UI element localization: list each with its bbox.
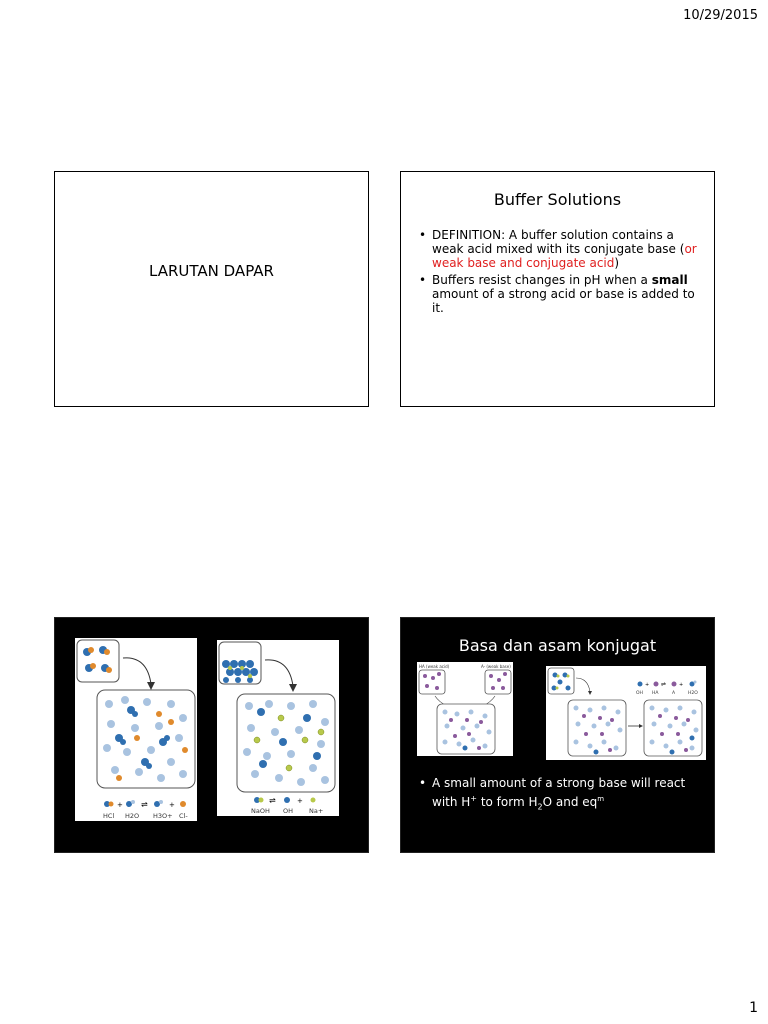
svg-text:+: + [645, 682, 650, 688]
label-weak-base: A- (weak base) [481, 664, 511, 669]
label-oh: OH [283, 807, 294, 815]
slide-title: Buffer Solutions [493, 190, 622, 209]
bullet-text-end: ) [614, 256, 620, 270]
page-number: 1 [749, 1000, 758, 1016]
label-oh: OH [636, 691, 643, 696]
bullet-resist [419, 273, 700, 315]
weak-acid-base-figure [417, 662, 513, 756]
hcl-diagram [75, 638, 197, 821]
highlight-text: or weak base and conjugate acid [432, 242, 697, 270]
label-hcl: HCl [103, 812, 115, 820]
bold-text: small [651, 273, 688, 287]
hcl-water-figure [75, 638, 197, 821]
weak-acid-base-diagram [417, 662, 513, 756]
slide-title: LARUTAN DAPAR [149, 262, 274, 280]
naoh-water-figure [217, 640, 339, 816]
slide-basa-asam-konjugat [400, 617, 715, 853]
slide-buffer-solutions [400, 171, 715, 407]
svg-text:⇌: ⇌ [141, 800, 148, 809]
page-date: 10/29/2015 [683, 8, 758, 23]
label-na: Na+ [309, 807, 324, 815]
bullet-text-end: amount of a strong acid or base is added to it. [432, 287, 695, 315]
svg-text:+: + [169, 801, 175, 809]
base-reaction-figure [546, 666, 706, 760]
slide-title: Basa dan asam konjugat [458, 636, 657, 655]
label-h3o: H3O+ [153, 812, 173, 820]
label-a: A [672, 691, 676, 696]
bullet-text-mid: to form H [477, 795, 538, 809]
naoh-diagram [217, 640, 339, 816]
label-h2o: H2O [125, 812, 140, 820]
bullet-strong-base [419, 776, 700, 814]
svg-text:⇌: ⇌ [269, 796, 276, 805]
label-cl: Cl- [179, 812, 188, 820]
base-reaction-diagram [546, 666, 706, 760]
bullet-text-end: O and eq [542, 795, 598, 809]
bullet-text: Buffers resist changes in pH when a [432, 273, 652, 287]
subscript: 2 [537, 802, 543, 812]
svg-text:+: + [297, 797, 303, 805]
label-ha: HA [652, 691, 659, 696]
slide-molecule-diagrams [54, 617, 369, 853]
superscript-end: m [597, 795, 605, 803]
bullet-text: A small amount of a strong base will react with H [432, 776, 686, 809]
label-weak-acid: HA (weak acid) [419, 664, 450, 669]
bullet-text: DEFINITION: A buffer solution contains a weak acid mixed with its conjugate base ( [432, 228, 685, 256]
slide-larutan-dapar [54, 171, 369, 407]
bullet-definition [419, 228, 700, 270]
svg-text:⇌: ⇌ [661, 681, 667, 688]
bullet-list [419, 228, 700, 318]
superscript: + [470, 794, 477, 803]
svg-text:+: + [117, 801, 123, 809]
label-h2o: H2O [688, 691, 698, 696]
svg-text:+: + [679, 682, 684, 688]
label-naoh: NaOH [251, 807, 270, 815]
